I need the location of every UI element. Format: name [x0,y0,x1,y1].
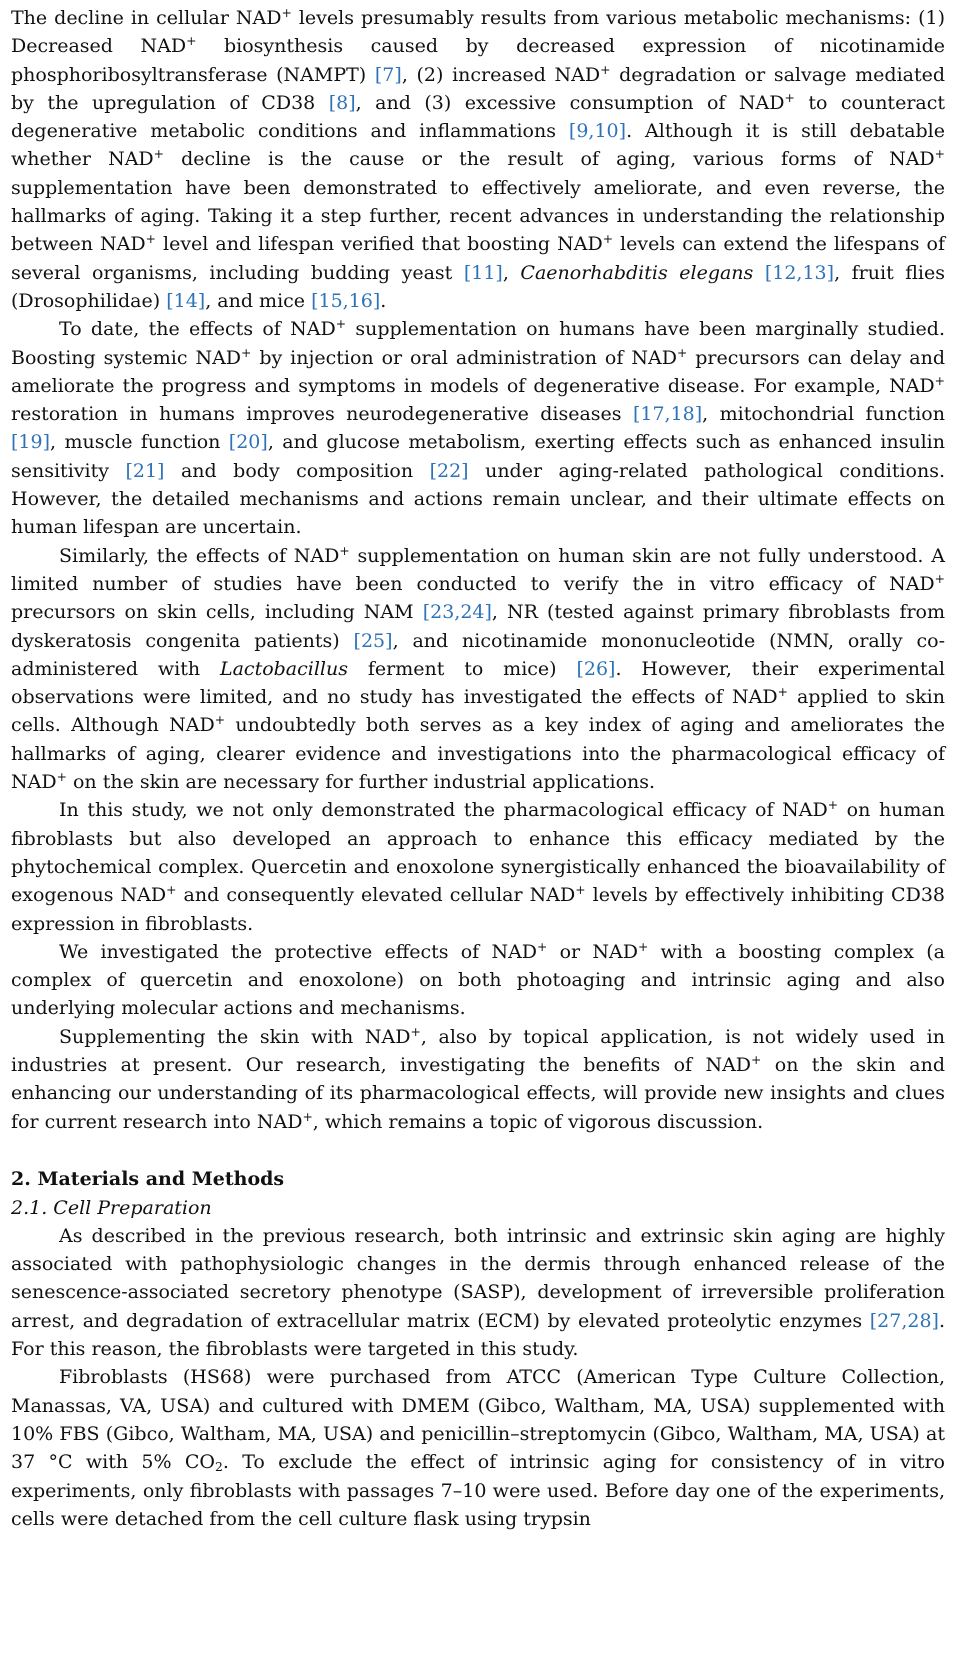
citation-link[interactable]: [8] [328,91,356,114]
methods-body [11,1222,945,1533]
superscript: + [410,1024,421,1039]
citation-link[interactable]: [21] [125,459,165,482]
text-run: undoubtedly both serves as a key index of aging and ameliorates the hallmarks of aging, clearer evidence and investigations into the pharmacological efficacy of NAD [11,714,945,794]
text-run: , mitochondrial function [702,403,945,426]
text-run: . For this reason, the fibroblasts were targeted in this study. [11,1309,945,1361]
text-run: biosynthesis caused by decreased expression of nicotinamide phosphoribosyltransferase (NAMPT) [11,35,945,86]
superscript: + [934,147,946,162]
superscript: + [637,940,649,955]
superscript: + [827,798,839,813]
superscript: + [676,345,688,360]
text-run: , [502,261,521,284]
body-paragraph [11,315,945,541]
body-paragraph [11,938,945,1023]
text-run: decline is the cause or the result of aging, various forms of NAD [164,148,935,171]
body-paragraph [11,542,945,797]
citation-link[interactable]: [25] [353,629,393,652]
text-run: , and glucose metabolism, exerting effects such as enhanced insulin sensitivity [11,431,945,482]
text-run: In this study, we not only demonstrated the pharmacological efficacy of NAD [59,799,828,822]
superscript: + [56,770,67,785]
text-run: , NR (tested against primary fibroblasts from dyskeratosis congenita patients) [11,601,946,652]
text-run: Supplementing the skin with NAD [59,1025,411,1048]
text-run: , and mice [205,289,312,312]
text-run: or NAD [547,940,638,963]
text-run: levels can extend the lifespans of several organisms, including budding yeast [11,233,945,284]
superscript: + [166,883,177,898]
superscript: + [575,883,586,898]
superscript: + [153,147,164,162]
superscript: + [600,62,611,77]
text-run: to counteract degenerative metabolic conditions and inflammations [11,91,946,143]
superscript: + [784,91,795,106]
superscript: + [302,1109,313,1124]
intro-body [11,4,945,1136]
text-run: We investigated the protective effects of NAD [59,940,538,963]
text-run: levels by effectively inhibiting CD38 expression in fibroblasts. [11,884,945,935]
text-run: , (2) increased NAD [401,63,601,86]
text-run: , and nicotinamide mononucleotide (NMN, orally co-administered with [11,629,945,680]
text-run: degradation or salvage mediated by the upregulation of CD38 [11,63,946,114]
superscript: + [934,374,945,389]
subscript: 2 [214,1460,223,1475]
text-run: levels presumably results from various metabolic mechanisms: (1) Decreased NAD [11,7,945,58]
text-run: , and (3) excessive consumption of NAD [355,91,785,114]
text-run: . To exclude the effect of intrinsic aging for consistency of in vitro experiments, only fibroblasts with passages 7–10 were used. Before day one of the experiments, cells were detached from the cell culture flask using trypsin [11,1451,945,1530]
text-run: on human fibroblasts but also developed an approach to enhance this efficacy mediated by the phytochemical complex. Quercetin and enoxolone synergistically enhanced the bioavailability of exogenous NAD [11,799,945,907]
superscript: + [751,1053,762,1068]
superscript: + [602,232,614,247]
text-run: As described in the previous research, both intrinsic and extrinsic skin aging are highly associated with pathophysiologic changes in the dermis through enhanced release of the senescence-associated secretory phenotype (SASP), development of irreversible proliferation arrest, and degradation of extracellular matrix (ECM) by elevated proteolytic enzymes [11,1224,945,1332]
text-run: , fruit flies (Drosophilidae) [11,261,945,312]
text-run: on the skin and enhancing our understanding of its pharmacological effects, will provide new insights and clues for current research into NAD [11,1053,945,1133]
text-run: , muscle function [50,431,229,454]
citation-link[interactable]: [27,28] [869,1309,939,1332]
text-run [753,262,765,284]
citation-link[interactable]: [11] [463,261,503,284]
citation-link[interactable]: [22] [429,459,469,482]
superscript: + [335,317,347,332]
superscript: + [145,232,156,247]
citation-link[interactable]: [20] [228,431,268,454]
citation-link[interactable]: [17,18] [632,403,703,426]
citation-link[interactable]: [19] [11,431,51,454]
body-paragraph [11,1222,945,1363]
text-run: ferment to mice) [348,657,577,680]
text-run: . However, their experimental observations were limited, and no study has investigated the effects of NAD [11,657,945,709]
superscript: + [537,940,548,955]
superscript: + [934,572,945,587]
citation-link[interactable]: [15,16] [311,289,381,312]
text-run: . [380,289,387,312]
text-run: under aging-related pathological conditions. However, the detailed mechanisms and actions remain unclear, and their ultimate effects on human lifespan are uncertain. [11,459,946,539]
text-run: on the skin are necessary for further industrial applications. [66,771,656,794]
text-run: applied to skin cells. Although NAD [11,686,945,737]
text-run: Fibroblasts (HS68) were purchased from ATCC (American Type Culture Collection, Manassas, VA, USA) and cultured with DMEM (Gibco, Waltham, MA, USA) supplemented with 10% FBS (Gibco, Waltham, MA, USA) and penicillin–streptomycin (Gibco, Waltham, MA, USA) at 37 °C with 5% CO [11,1366,945,1474]
superscript: + [214,713,226,728]
text-run: with a boosting complex (a complex of quercetin and enoxolone) on both photoaging and intrinsic aging and also underlying molecular actions and mechanisms. [11,940,945,1020]
body-paragraph [11,1023,945,1136]
superscript: + [241,345,252,360]
citation-link[interactable]: [26] [576,657,616,680]
text-run: restoration in humans improves neurodegenerative diseases [11,403,633,426]
citation-link[interactable]: [23,24] [422,601,492,624]
citation-link[interactable]: [7] [374,63,402,86]
text-run: Similarly, the effects of NAD [59,544,340,567]
body-paragraph [11,796,945,937]
text-run: supplementation on humans have been marginally studied. Boosting systemic NAD [11,318,945,369]
superscript: + [186,34,197,49]
text-run: supplementation have been demonstrated to effectively ameliorate, and even reverse, the hallmarks of aging. Taking it a step further, recent advances in understanding the relationship between NAD [11,176,945,256]
text-run: and consequently elevated cellular NAD [176,884,576,907]
text-run: and body composition [164,459,430,482]
text-run: . Although it is still debatable whether NAD [11,120,946,171]
section-heading: 2. Materials and Methods [11,1167,285,1190]
citation-link[interactable]: [9,10] [568,120,627,143]
text-run: , which remains a topic of vigorous discussion. [312,1110,764,1133]
citation-link[interactable]: [12,13] [764,261,835,284]
text-run: precursors can delay and ameliorate the progress and symptoms in models of degenerative disease. For example, NAD [11,346,946,397]
citation-link[interactable]: [14] [166,289,206,312]
subsection-heading: 2.1. Cell Preparation [11,1196,212,1219]
italic-term: Lactobacillus [219,657,348,680]
superscript: + [339,543,350,558]
body-paragraph [11,1363,945,1533]
text-run: , also by topical application, is not widely used in industries at present. Our research, investigating the benefits of NAD [11,1025,945,1076]
superscript: + [777,685,788,700]
body-paragraph [11,4,945,315]
text-run: The decline in cellular NAD [11,7,282,29]
text-run: To date, the effects of NAD [59,318,336,341]
text-run: precursors on skin cells, including NAM [11,601,423,624]
italic-term: Caenorhabditis elegans [520,261,754,284]
text-run: supplementation on human skin are not fully understood. A limited number of studies have been conducted to verify the in vitro efficacy of NAD [11,544,945,595]
text-run: by injection or oral administration of NAD [251,346,677,369]
text-run: level and lifespan verified that boosting NAD [155,233,603,256]
superscript: + [281,6,292,21]
